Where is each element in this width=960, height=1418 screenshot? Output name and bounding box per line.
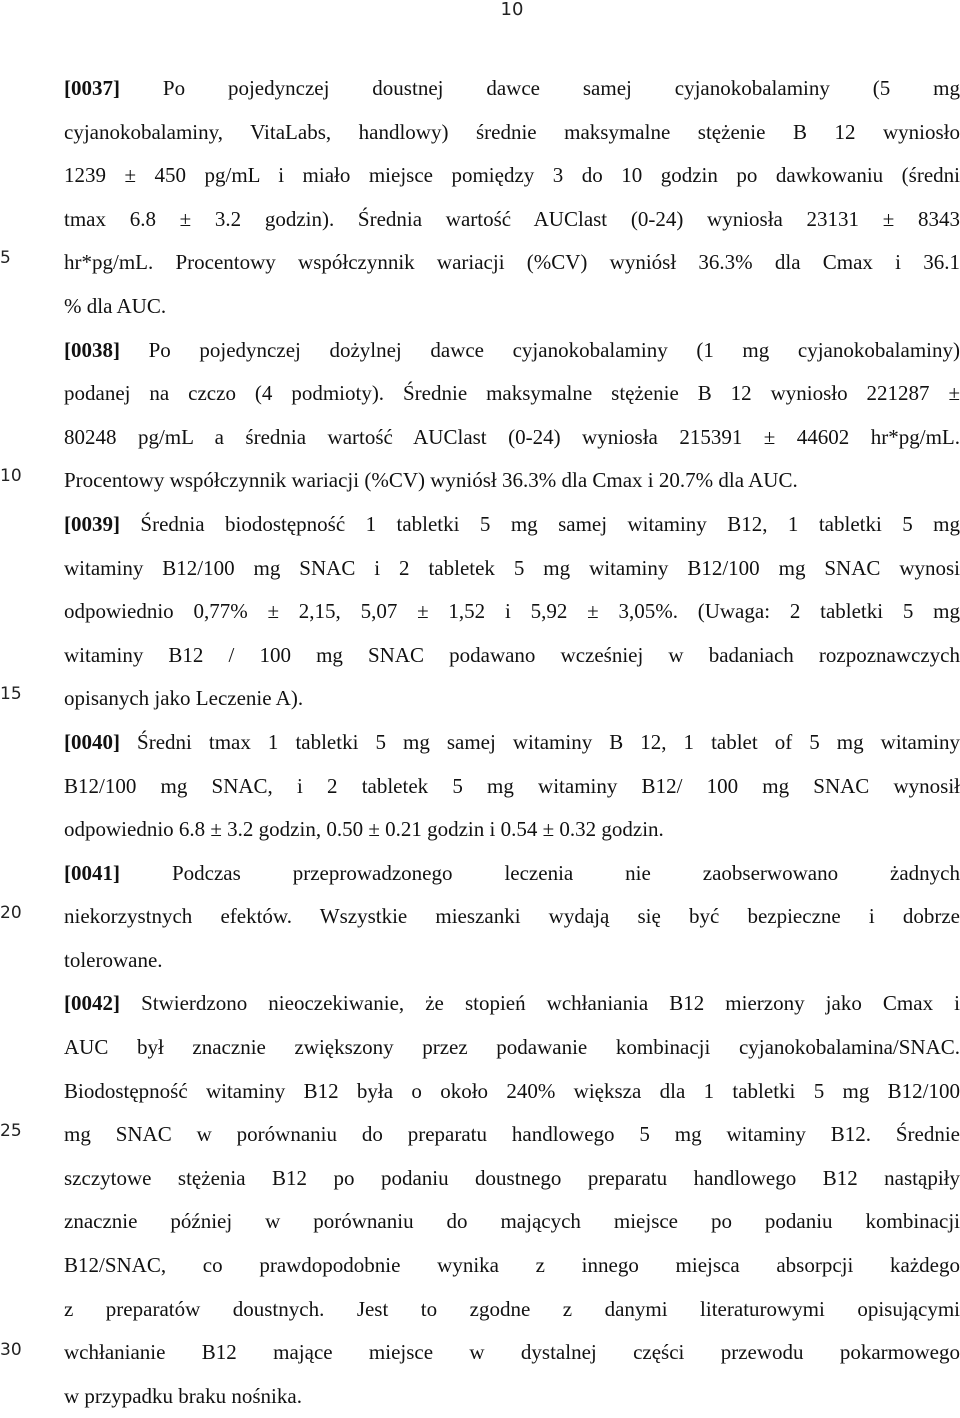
text-line: podanej na czczo (4 podmioty). Średnie maksymalne stężenie B 12 wyniosło 221287 ± bbox=[64, 381, 960, 406]
line-text: Podczas przeprowadzonego leczenia nie zaobserwowano żadnych bbox=[120, 860, 960, 885]
paragraph bbox=[64, 982, 960, 1418]
paragraph-number: [0042] bbox=[64, 991, 120, 1016]
text-line: hr*pg/mL. Procentowy współczynnik wariacji (%CV) wyniósł 36.3% dla Cmax i 36.1 bbox=[64, 250, 960, 275]
line-number: 5 bbox=[0, 248, 11, 268]
text-line: odpowiednio 0,77% ± 2,15, 5,07 ± 1,52 i 5,92 ± 3,05%. (Uwaga: 2 tabletki 5 mg bbox=[64, 599, 960, 624]
paragraph bbox=[64, 67, 960, 329]
text-line: tmax 6.8 ± 3.2 godzin). Średnia wartość AUClast (0-24) wyniosła 23131 ± 8343 bbox=[64, 206, 960, 231]
line-text: Stwierdzono nieoczekiwanie, że stopień wchłaniania B12 mierzony jako Cmax i bbox=[120, 991, 960, 1016]
text-line: w przypadku braku nośnika. bbox=[64, 1383, 302, 1408]
paragraph-number: [0037] bbox=[64, 76, 120, 100]
line-number: 25 bbox=[0, 1121, 22, 1141]
text-line: szczytowe stężenia B12 po podaniu doustnego preparatu handlowego B12 nastąpiły bbox=[64, 1165, 960, 1190]
line-number: 15 bbox=[0, 684, 22, 704]
line-number: 20 bbox=[0, 903, 22, 923]
paragraph-number: [0040] bbox=[64, 729, 120, 754]
text-line bbox=[64, 721, 960, 765]
paragraph bbox=[64, 329, 960, 503]
text-line: Procentowy współczynnik wariacji (%CV) wyniósł 36.3% dla Cmax i 20.7% dla AUC. bbox=[64, 468, 798, 493]
text-line: opisanych jako Leczenie A). bbox=[64, 686, 304, 711]
text-line: mg SNAC w porównaniu do preparatu handlowego 5 mg witaminy B12. Średnie bbox=[64, 1122, 960, 1147]
text-line bbox=[64, 67, 960, 111]
text-line: cyjanokobalaminy, VitaLabs, handlowy) średnie maksymalne stężenie B 12 wyniosło bbox=[64, 119, 960, 144]
line-text: Po pojedynczej doustnej dawce samej cyjanokobalaminy (5 mg bbox=[120, 76, 960, 100]
text-line: Biodostępność witaminy B12 była o około 240% większa dla 1 tabletki 5 mg B12/100 bbox=[64, 1078, 960, 1103]
text-line: znacznie później w porównaniu do mających miejsce po podaniu kombinacji bbox=[64, 1209, 960, 1234]
paragraph-number: [0039] bbox=[64, 511, 120, 536]
text-line bbox=[64, 852, 960, 896]
text-line bbox=[64, 329, 960, 373]
text-line: AUC był znacznie zwiększony przez podawanie kombinacji cyjanokobalamina/SNAC. bbox=[64, 1035, 960, 1060]
text-line: 1239 ± 450 pg/mL i miało miejsce pomiędzy 3 do 10 godzin po dawkowaniu (średni bbox=[64, 163, 960, 188]
text-line: odpowiednio 6.8 ± 3.2 godzin, 0.50 ± 0.21 godzin i 0.54 ± 0.32 godzin. bbox=[64, 817, 664, 842]
line-text: Średni tmax 1 tabletki 5 mg samej witaminy B 12, 1 tablet of 5 mg witaminy bbox=[120, 729, 960, 754]
text-line bbox=[64, 982, 960, 1026]
text-line: witaminy B12/100 mg SNAC i 2 tabletek 5 mg witaminy B12/100 mg SNAC wynosi bbox=[64, 555, 960, 580]
text-line: tolerowane. bbox=[64, 947, 163, 972]
paragraph-number: [0038] bbox=[64, 337, 120, 362]
paragraph bbox=[64, 503, 960, 721]
text-line: % dla AUC. bbox=[64, 293, 167, 318]
line-number: 10 bbox=[0, 466, 22, 486]
text-line: niekorzystnych efektów. Wszystkie mieszanki wydają się być bezpieczne i dobrze bbox=[64, 904, 960, 929]
text-line: wchłanianie B12 mające miejsce w dystalnej części przewodu pokarmowego bbox=[64, 1340, 960, 1365]
text-line: B12/SNAC, co prawdopodobnie wynika z innego miejsca absorpcji każdego bbox=[64, 1253, 960, 1278]
paragraph-number: [0041] bbox=[64, 860, 120, 885]
text-line: B12/100 mg SNAC, i 2 tabletek 5 mg witaminy B12/ 100 mg SNAC wynosił bbox=[64, 773, 960, 798]
text-line: witaminy B12 / 100 mg SNAC podawano wcześniej w badaniach rozpoznawczych bbox=[64, 642, 960, 667]
line-text: Średnia biodostępność 1 tabletki 5 mg samej witaminy B12, 1 tabletki 5 mg bbox=[120, 511, 960, 536]
line-text: Po pojedynczej dożylnej dawce cyjanokobalaminy (1 mg cyjanokobalaminy) bbox=[120, 337, 960, 362]
line-number: 30 bbox=[0, 1340, 22, 1360]
text-line: z preparatów doustnych. Jest to zgodne z danymi literaturowymi opisującymi bbox=[64, 1296, 960, 1321]
page-number: 10 bbox=[500, 0, 524, 20]
text-line: 80248 pg/mL a średnia wartość AUClast (0-24) wyniosła 215391 ± 44602 hr*pg/mL. bbox=[64, 424, 960, 449]
paragraph bbox=[64, 852, 960, 983]
paragraph bbox=[64, 721, 960, 852]
text-line bbox=[64, 503, 960, 547]
document-body bbox=[64, 67, 960, 1418]
